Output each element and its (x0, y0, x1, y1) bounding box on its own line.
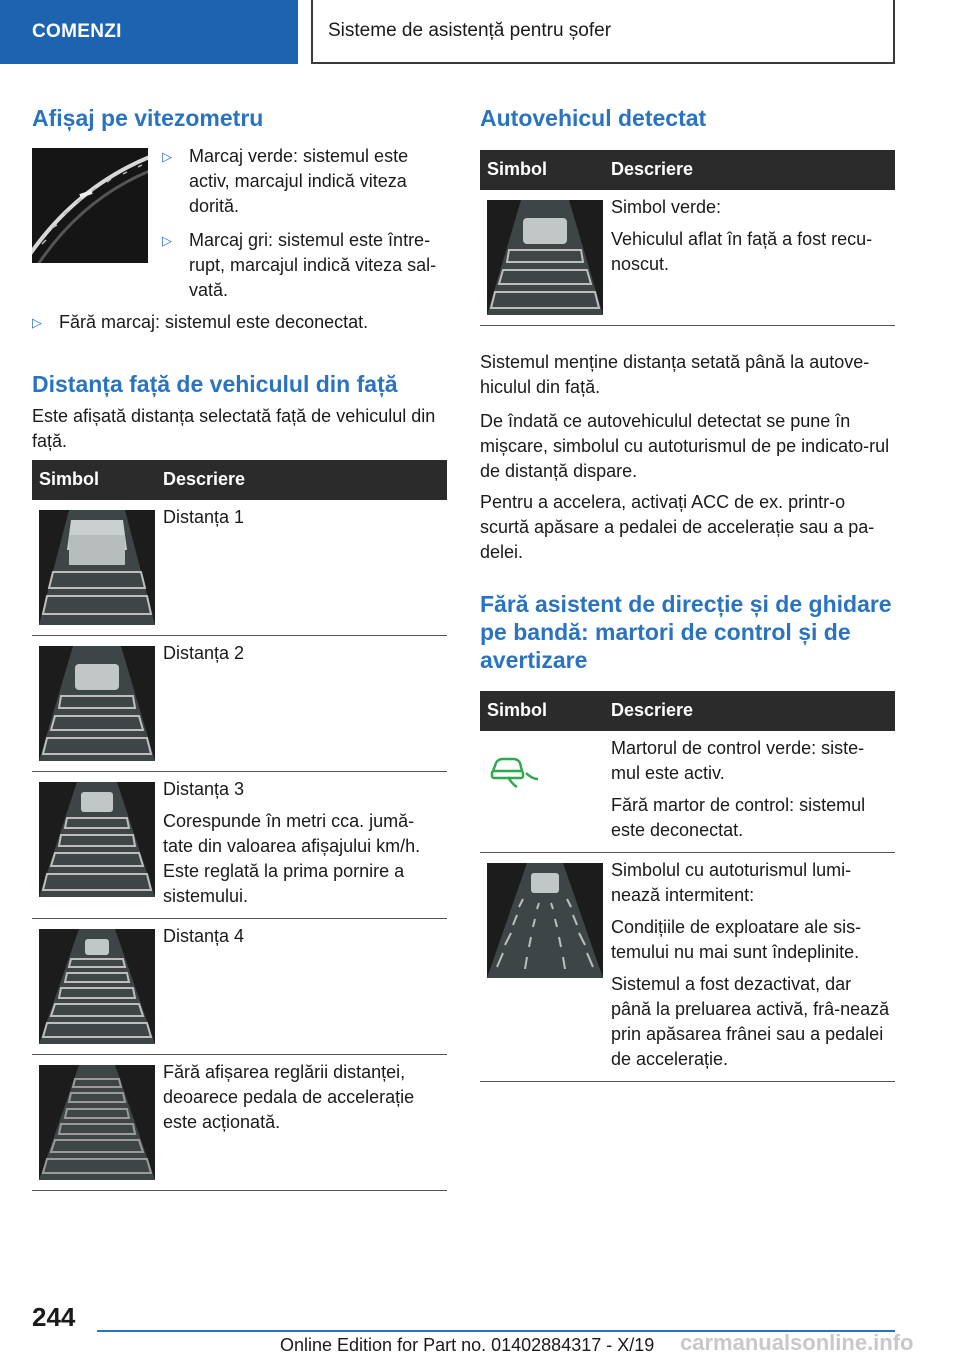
vehicle-detected-image (487, 200, 603, 315)
row-description: Fără afișarea reglării distanței, deoarece pedala de accelerație este acționată. (163, 1062, 415, 1132)
row-description: Distanța 3 Corespunde în metri cca. jumă-tate din valoarea afișajului km/h. Este reglată la prima pornire a sistemului. (163, 779, 421, 906)
steering-assist-icon (490, 749, 540, 789)
speedo-heading: Afișaj pe vitezometru (32, 105, 264, 131)
detected-paragraph-2: De îndată ce autovehiculul detectat se pune în mișcare, simbolul cu autoturismul de pe indicato-rul de distanță dispare. (480, 411, 890, 481)
table-row (480, 731, 895, 853)
table-row (32, 1055, 447, 1191)
row-description: Simbol verde: Vehiculul aflat în față a fost recu-noscut. (611, 197, 873, 274)
distance-intro: Este afișată distanța selectată față de vehiculul din față. (32, 406, 436, 451)
distance-table-header (32, 460, 447, 500)
row-description: Distanța 4 (163, 926, 245, 946)
row-description: Distanța 1 (163, 507, 245, 527)
col-description: Descriere (611, 159, 694, 179)
chapter-tab (311, 0, 895, 64)
col-description: Descriere (163, 469, 246, 489)
distance-2-image (39, 646, 155, 761)
triangle-bullet-icon: ▷ (162, 149, 172, 164)
distance-1-image (39, 510, 155, 625)
steering-warning-image (487, 863, 603, 978)
detected-paragraph-1: Sistemul menține distanța setată până la autove-hiculul din față. (480, 352, 870, 397)
steering-table-header (480, 691, 895, 731)
section-tab (0, 0, 298, 64)
distance-none-image (39, 1065, 155, 1180)
table-row (32, 636, 447, 772)
section-label: COMENZI (32, 21, 122, 42)
distance-3-image (39, 782, 155, 897)
steering-heading: Fără asistent de direcție și de ghidare pe bandă: martori de control și de avertizare (480, 591, 892, 673)
table-row (32, 919, 447, 1055)
table-row (32, 772, 447, 919)
row-description: Simbolul cu autoturismul lumi-nează intermitent: Condițiile de exploatare ale sis-temului nu mai sunt îndeplinite. Sistemul a fost dezactivat, dar până la preluarea activă, frâ-nează prin apăsarea frânei sau a pedalei de accelerație. (611, 860, 890, 1069)
detected-table-header (480, 150, 895, 190)
distance-4-image (39, 929, 155, 1044)
distance-heading: Distanța față de vehiculul din față (32, 371, 398, 397)
col-description: Descriere (611, 700, 694, 720)
chapter-label: Sisteme de asistență pentru șofer (328, 20, 612, 41)
col-symbol: Simbol (39, 469, 100, 489)
detected-heading: Autovehicul detectat (480, 105, 707, 131)
speedometer-image (32, 148, 148, 263)
table-row (32, 500, 447, 636)
edition-info: Online Edition for Part no. 01402884317 - X/19 (280, 1335, 655, 1355)
row-description: Distanța 2 (163, 643, 245, 663)
col-symbol: Simbol (487, 700, 548, 720)
watermark: carmanualsonline.info (680, 1330, 914, 1355)
table-row (480, 190, 895, 326)
col-symbol: Simbol (487, 159, 548, 179)
row-description: Martorul de control verde: siste-mul este activ. Fără martor de control: sistemul este deconectat. (611, 738, 866, 840)
table-row (480, 853, 895, 1082)
detected-paragraph-3: Pentru a accelera, activați ACC de ex. printr-o scurtă apăsare a pedalei de accelerație sau a pa-delei. (480, 492, 875, 562)
page-number: 244 (32, 1302, 76, 1332)
triangle-bullet-icon: ▷ (32, 315, 42, 330)
triangle-bullet-icon: ▷ (162, 233, 172, 248)
